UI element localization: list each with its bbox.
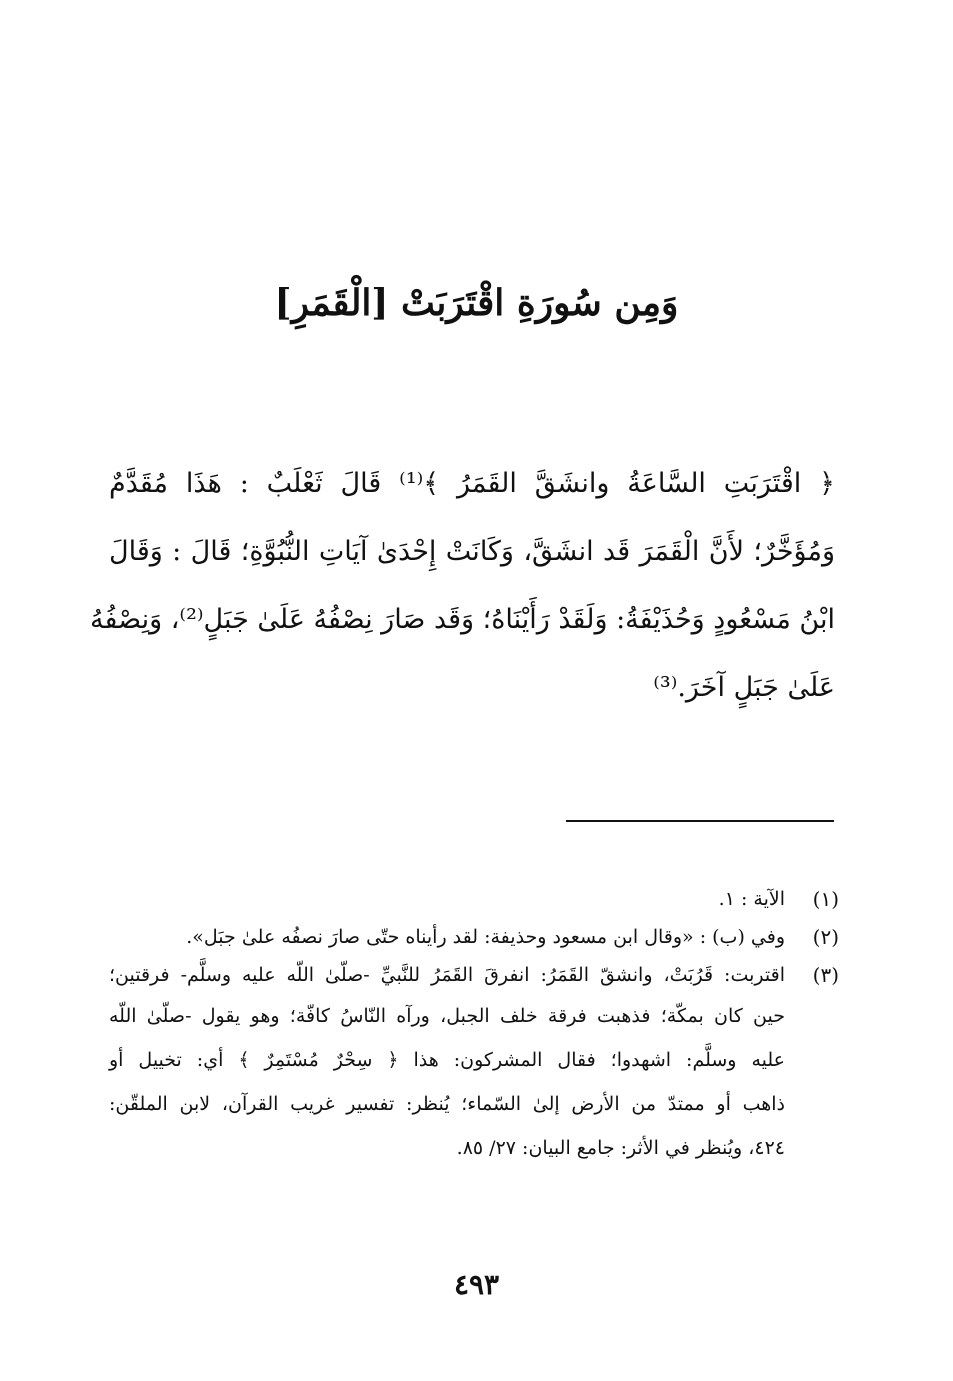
footnote-text: [109, 918, 785, 956]
main-text: [90, 450, 835, 722]
footnote-number: (٢): [812, 925, 839, 949]
footnote-line: ٤٢٤، ويُنظر في الأثر: جامع البيان: ٢٧/ ٨٥.: [456, 1137, 785, 1159]
footnote-number: (١): [812, 887, 839, 911]
footnote-line: عليه وسلَّم: اشهدوا؛ فقال المشركون: هذا ﴿ سِحْرٌ مُسْتَمِرٌ ﴾ أي: تخييل أو: [109, 1049, 785, 1071]
main-text-line: ﴿ اقْتَرَبَتِ السَّاعَةُ وانشَقَّ القَمَرُ ﴾⁽¹⁾ قَالَ ثَعْلَبٌ : هَذَا مُقَدَّمٌ: [109, 468, 835, 499]
main-text-line: وَمُؤَخَّرٌ؛ لأَنَّ الْقَمَرَ قَد انشَقَّ، وَكَانَتْ إِحْدَىٰ آيَاتِ النُّبُوَّةِ؛ قَالَ : وَقَالَ: [109, 536, 835, 567]
footnote-text: [109, 956, 785, 1170]
main-text-line: ابْنُ مَسْعُودٍ وَحُذَيْفَةُ: وَلَقَدْ رَأَيْنَاهُ؛ وَقَد صَارَ نِصْفُهُ عَلَىٰ جَبَلٍ⁽²⁾، وَنِصْفُهُ: [90, 604, 835, 635]
footnote-line: وفي (ب) : «وقال ابن مسعود وحذيفة: لقد رأيناه حتّى صارَ نصفُه علىٰ جبَل».: [186, 926, 785, 948]
footnote-line: حين كان بمكّة؛ فذهبت فرقة خلف الجبل، ورآه النّاسُ كافّة؛ وهو يقول -صلّىٰ اللّه: [109, 1005, 785, 1027]
footnote-line: ذاهب أو ممتدّ من الأرض إلىٰ السّماء؛ يُنظر: تفسير غريب القرآن، لابن الملقّن:: [109, 1093, 785, 1115]
footnote-line: الآية : ١.: [718, 888, 785, 910]
chapter-title: وَمِن سُورَةِ اقْتَرَبَتْ [الْقَمَرِ]: [274, 282, 679, 324]
footnotes: [109, 880, 839, 1170]
footnote-separator: [566, 820, 834, 822]
page-number: ٤٩٣: [453, 1268, 500, 1301]
main-text-line: عَلَىٰ جَبَلٍ آخَرَ.⁽³⁾: [653, 672, 835, 703]
footnote-line: اقتربت: قَرُبَتْ، وانشقّ القَمَرُ: انفرقَ القَمَرُ للنَّبيِّ -صلّىٰ اللّه عليه وسلَّم- فرقتين؛: [109, 964, 785, 986]
footnote-item: [109, 918, 839, 956]
footnote-text: [109, 880, 785, 918]
footnote-item: [109, 956, 839, 1170]
footnote-item: [109, 880, 839, 918]
footnote-number: (٣): [812, 963, 839, 987]
